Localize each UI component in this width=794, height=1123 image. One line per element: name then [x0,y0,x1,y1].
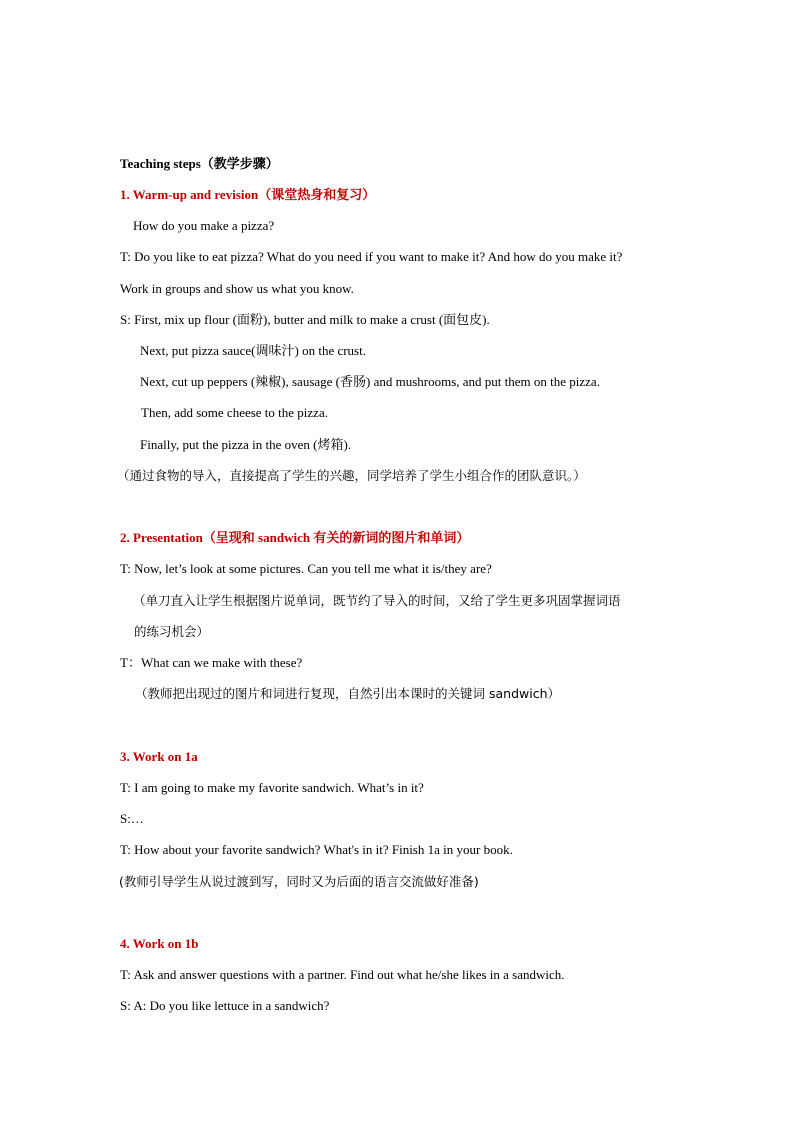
teacher-line: T: Now, let’s look at some pictures. Can you tell me what it is/they are? [120,561,492,576]
teaching-note: （教师把出现过的图片和词进行复现，自然引出本课时的关键词 sandwich） [135,686,560,701]
teaching-note: （通过食物的导入，直接提高了学生的兴趣，同学培养了学生小组合作的团队意识。） [117,468,586,483]
teacher-line: T: How about your favorite sandwich? What's in it? Finish 1a in your book. [120,842,513,857]
student-line: S: First, mix up flour (面粉), butter and milk to make a crust (面包皮). [120,312,490,327]
teaching-note: (教师引导学生从说过渡到写，同时又为后面的语言交流做好准备) [119,874,479,889]
student-line: Next, cut up peppers (辣椒), sausage (香肠) and mushrooms, and put them on the pizza. [140,374,600,389]
teacher-line: Work in groups and show us what you know. [120,281,354,296]
teaching-steps-heading: Teaching steps（教学步骤） [120,156,279,171]
teacher-line: T: Ask and answer questions with a partner. Find out what he/she likes in a sandwich. [120,967,565,982]
teacher-line: T：What can we make with these? [120,655,303,670]
student-line: S:… [120,811,144,826]
section-work-on-1a-heading: 3. Work on 1a [120,749,198,764]
student-line: Finally, put the pizza in the oven (烤箱). [140,437,352,452]
section-presentation-heading: 2. Presentation（呈现和 sandwich 有关的新词的图片和单词） [120,530,470,545]
section-warm-up-heading: 1. Warm-up and revision（课堂热身和复习） [120,187,376,202]
student-line: S: A: Do you like lettuce in a sandwich? [120,998,330,1013]
section-work-on-1b-heading: 4. Work on 1b [120,936,199,951]
teacher-line: T: I am going to make my favorite sandwich. What’s in it? [120,780,424,795]
student-line: Then, add some cheese to the pizza. [141,405,328,420]
teacher-line: T: Do you like to eat pizza? What do you need if you want to make it? And how do you make it? [120,249,623,264]
student-line: Next, put pizza sauce(调味汁) on the crust. [140,343,366,358]
teaching-note: 的练习机会） [134,624,210,639]
warm-up-question: How do you make a pizza? [133,218,275,233]
teaching-note: （单刀直入让学生根据图片说单词，既节约了导入的时间，又给了学生更多巩固掌握词语 [133,593,621,608]
